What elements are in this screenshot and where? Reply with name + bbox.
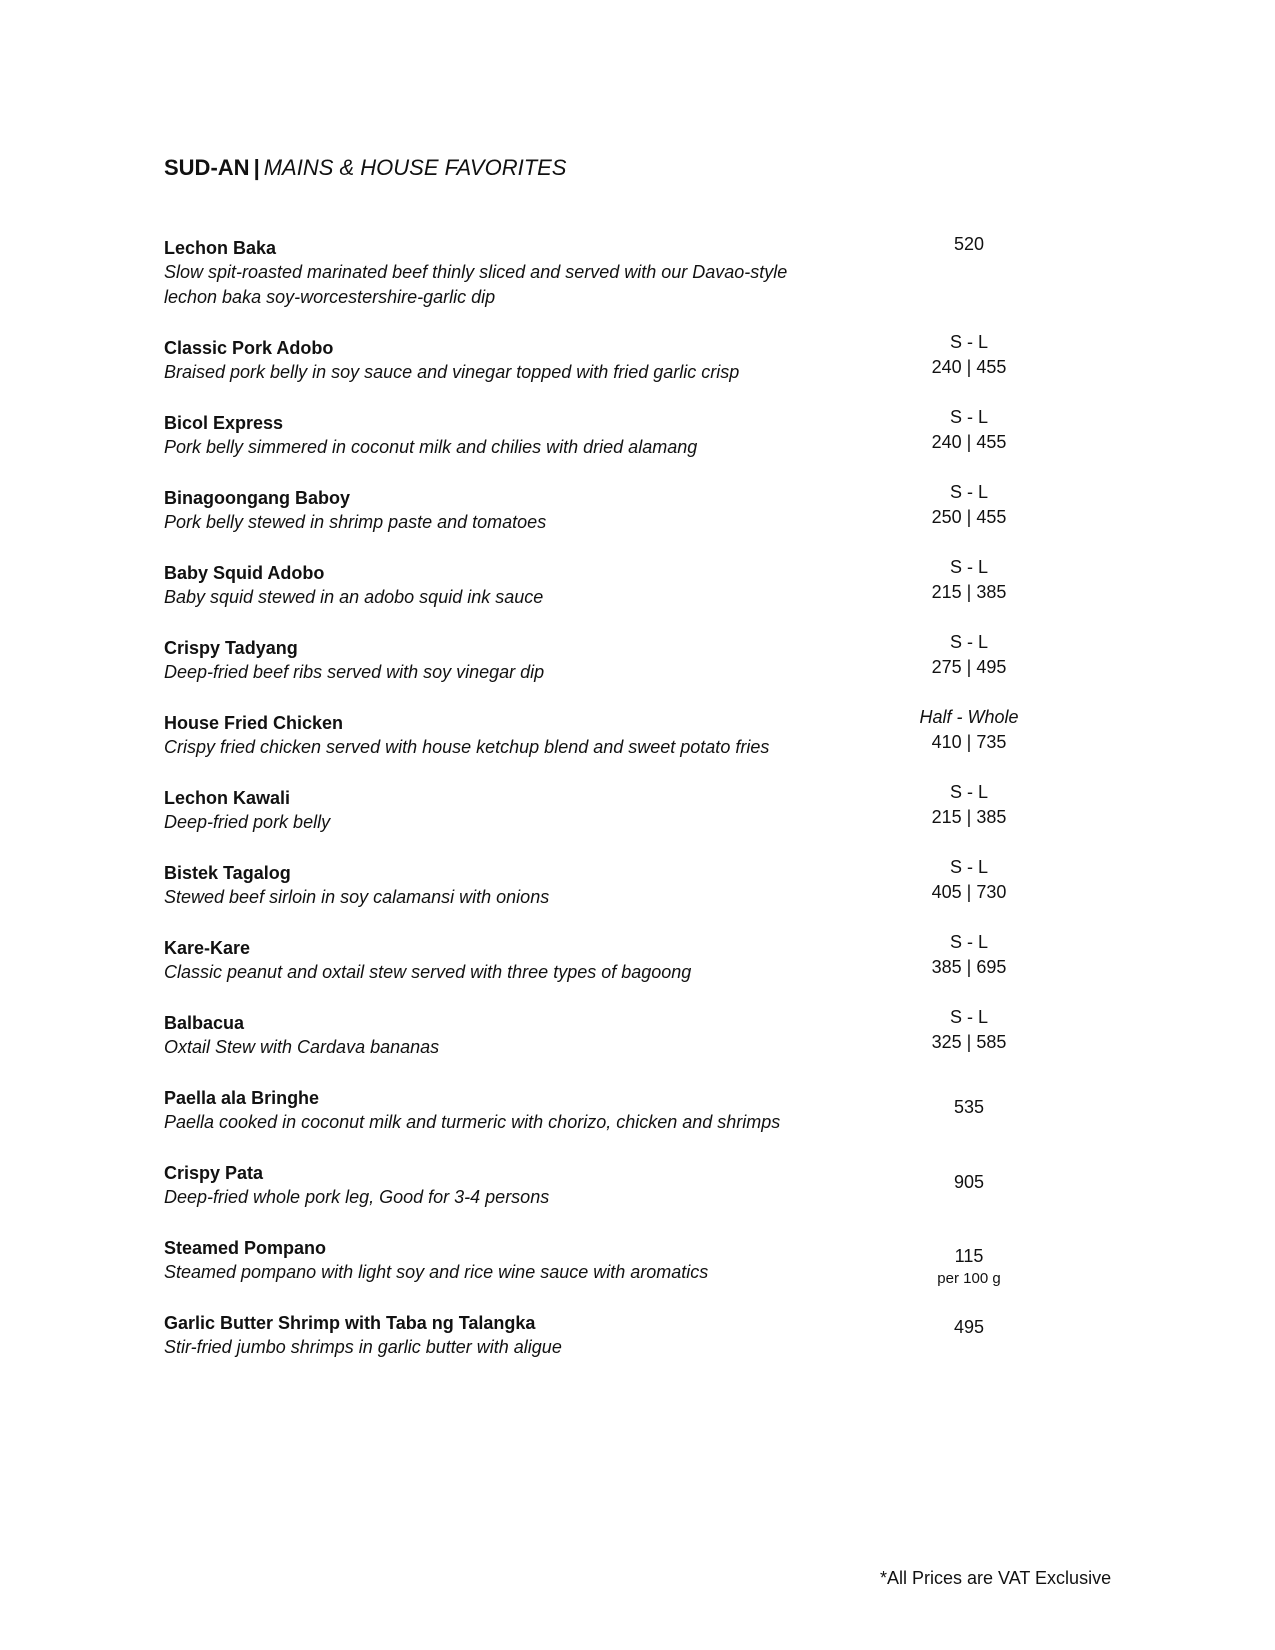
title-separator: | bbox=[253, 155, 260, 180]
price-value: 405 | 730 bbox=[931, 882, 1007, 902]
item-name: Lechon Baka bbox=[164, 238, 277, 258]
item-description: Deep-fried whole pork leg, Good for 3-4 persons bbox=[164, 1187, 550, 1207]
size-label: S - L bbox=[949, 632, 988, 652]
item-price bbox=[884, 930, 1054, 980]
item-name: House Fried Chicken bbox=[164, 713, 344, 733]
item-price bbox=[884, 1315, 1054, 1340]
item-name: Classic Pork Adobo bbox=[164, 338, 334, 358]
menu-item bbox=[164, 1161, 1084, 1210]
item-description: Slow spit-roasted marinated beef thinly sliced and served with our Davao-style lechon baka soy-worcestershire-garlic dip bbox=[164, 262, 788, 307]
menu-item bbox=[164, 1007, 1084, 1060]
item-name: Baby Squid Adobo bbox=[164, 563, 325, 583]
menu-item bbox=[164, 407, 1084, 460]
item-price bbox=[884, 1244, 1054, 1289]
item-name: Lechon Kawali bbox=[164, 788, 291, 808]
item-price bbox=[884, 330, 1054, 380]
item-description: Crispy fried chicken served with house ketchup blend and sweet potato fries bbox=[164, 737, 770, 757]
menu-item bbox=[164, 632, 1084, 685]
item-description: Classic peanut and oxtail stew served with three types of bagoong bbox=[164, 962, 692, 982]
item-description: Deep-fried beef ribs served with soy vinegar dip bbox=[164, 662, 545, 682]
menu-item bbox=[164, 482, 1084, 535]
menu-item bbox=[164, 857, 1084, 910]
item-name: Crispy Pata bbox=[164, 1163, 264, 1183]
item-name: Balbacua bbox=[164, 1013, 245, 1033]
item-description: Oxtail Stew with Cardava bananas bbox=[164, 1037, 440, 1057]
size-label: S - L bbox=[949, 332, 988, 352]
price-value: 905 bbox=[953, 1172, 985, 1192]
item-price bbox=[884, 630, 1054, 680]
item-name: Bicol Express bbox=[164, 413, 284, 433]
menu-item bbox=[164, 1236, 1084, 1285]
item-price bbox=[884, 705, 1054, 755]
item-price bbox=[884, 555, 1054, 605]
vat-note: *All Prices are VAT Exclusive bbox=[880, 1568, 1112, 1588]
item-price bbox=[884, 405, 1054, 455]
price-value: 215 | 385 bbox=[931, 807, 1007, 827]
item-description: Steamed pompano with light soy and rice wine sauce with aromatics bbox=[164, 1262, 709, 1282]
item-name: Kare-Kare bbox=[164, 938, 251, 958]
menu-item bbox=[164, 707, 1084, 760]
size-label: S - L bbox=[949, 1007, 988, 1027]
item-price bbox=[884, 1005, 1054, 1055]
price-value: 240 | 455 bbox=[931, 432, 1007, 452]
restaurant-name: SUD-AN bbox=[164, 155, 250, 180]
menu-item bbox=[164, 332, 1084, 385]
item-name: Paella ala Bringhe bbox=[164, 1088, 320, 1108]
item-price bbox=[884, 780, 1054, 830]
section-title: MAINS & HOUSE FAVORITES bbox=[263, 155, 567, 180]
size-label: S - L bbox=[949, 482, 988, 502]
price-value: 520 bbox=[953, 234, 985, 254]
item-price bbox=[884, 232, 1054, 257]
item-price bbox=[884, 855, 1054, 905]
size-label: S - L bbox=[949, 857, 988, 877]
item-description: Deep-fried pork belly bbox=[164, 812, 331, 832]
item-description: Pork belly stewed in shrimp paste and tomatoes bbox=[164, 512, 547, 532]
item-name: Binagoongang Baboy bbox=[164, 488, 350, 508]
item-description: Pork belly simmered in coconut milk and chilies with dried alamang bbox=[164, 437, 698, 457]
item-price bbox=[884, 1170, 1054, 1195]
item-name: Crispy Tadyang bbox=[164, 638, 298, 658]
price-unit: per 100 g bbox=[937, 1270, 1001, 1287]
price-value: 215 | 385 bbox=[931, 582, 1007, 602]
item-name: Garlic Butter Shrimp with Taba ng Talangka bbox=[164, 1313, 536, 1333]
size-label: Half - Whole bbox=[919, 707, 1019, 727]
price-value: 275 | 495 bbox=[931, 657, 1007, 677]
item-name: Bistek Tagalog bbox=[164, 863, 291, 883]
page-title bbox=[164, 154, 566, 182]
price-value: 385 | 695 bbox=[931, 957, 1007, 977]
size-label: S - L bbox=[949, 557, 988, 577]
item-description: Braised pork belly in soy sauce and vinegar topped with fried garlic crisp bbox=[164, 362, 740, 382]
item-name: Steamed Pompano bbox=[164, 1238, 327, 1258]
menu-item bbox=[164, 557, 1084, 610]
item-description: Stir-fried jumbo shrimps in garlic butter with aligue bbox=[164, 1337, 562, 1357]
price-value: 325 | 585 bbox=[931, 1032, 1007, 1052]
item-description: Paella cooked in coconut milk and turmeric with chorizo, chicken and shrimps bbox=[164, 1112, 781, 1132]
price-value: 115 bbox=[954, 1246, 984, 1266]
menu-item bbox=[164, 1311, 1084, 1360]
size-label: S - L bbox=[949, 932, 988, 952]
menu-item bbox=[164, 1086, 1084, 1135]
item-price bbox=[884, 1095, 1054, 1120]
item-price bbox=[884, 480, 1054, 530]
size-label: S - L bbox=[949, 407, 988, 427]
menu-item bbox=[164, 782, 1084, 835]
price-value: 535 bbox=[953, 1097, 985, 1117]
menu-item bbox=[164, 236, 1084, 310]
price-value: 495 bbox=[953, 1317, 985, 1337]
price-value: 240 | 455 bbox=[931, 357, 1007, 377]
menu-item bbox=[164, 932, 1084, 985]
size-label: S - L bbox=[949, 782, 988, 802]
item-description: Baby squid stewed in an adobo squid ink sauce bbox=[164, 587, 544, 607]
price-value: 410 | 735 bbox=[931, 732, 1007, 752]
price-value: 250 | 455 bbox=[931, 507, 1007, 527]
item-description: Stewed beef sirloin in soy calamansi with onions bbox=[164, 887, 550, 907]
